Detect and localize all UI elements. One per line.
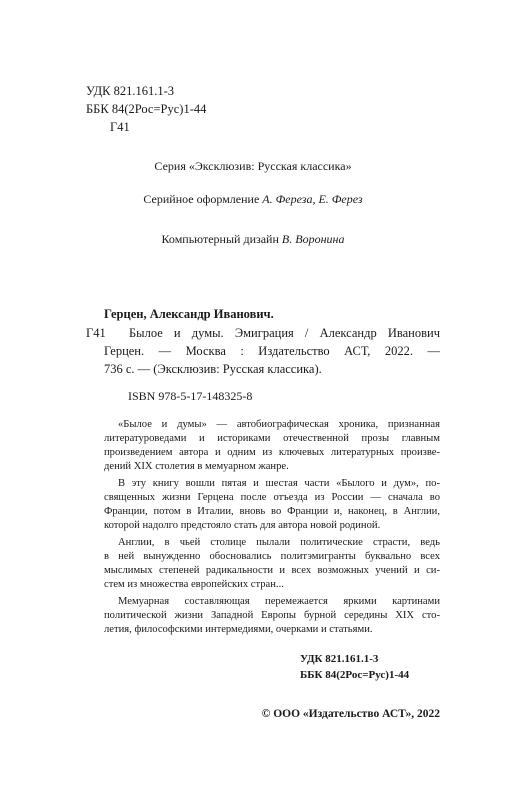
entry-line: Былое и думы. Эмиграция / Александр Иванович bbox=[129, 326, 440, 340]
annotation-line: дений XIX столетия в мемуарном жанре. bbox=[104, 461, 289, 472]
serial-design-credit bbox=[128, 192, 378, 207]
series-title: Серия «Эксклюзив: Русская классика» bbox=[154, 159, 352, 173]
annotation-line: Англии, в чьей столице пылали политические страсти, ведь bbox=[118, 537, 440, 548]
annotation-line: В эту книгу вошли пятая и шестая части «Былого и дум», по- bbox=[118, 478, 440, 489]
annotation-line: мыслимых степеней радикальности и всех возможных учений и си- bbox=[104, 565, 440, 576]
bbk-code: ББК 84(2Рос=Рус)1-44 bbox=[86, 102, 207, 116]
author-mark: Г41 bbox=[110, 120, 130, 134]
computer-design-credit bbox=[128, 232, 378, 247]
serial-design-label: Серийное оформление bbox=[143, 192, 260, 206]
author-heading: Герцен, Александр Иванович. bbox=[104, 307, 274, 321]
annotation-line: Мемуарная составляющая перемежается яркими картинами bbox=[118, 596, 440, 607]
entry-mark: Г41 bbox=[86, 326, 106, 340]
footer-bbk-code: ББК 84(2Рос=Рус)1-44 bbox=[300, 669, 410, 681]
entry-line: Герцен. — Москва : Издательство АСТ, 2022. — bbox=[104, 344, 440, 358]
annotation-line: произведением автора и одним из ключевых литературных произве- bbox=[104, 447, 440, 458]
entry-line: 736 с. — (Эксклюзив: Русская классика). bbox=[104, 362, 322, 376]
copyright-notice: © ООО «Издательство АСТ», 2022 bbox=[261, 708, 440, 720]
footer-udk-code: УДК 821.161.1-3 bbox=[300, 653, 379, 665]
annotation-line: которой надолго предстояло стать для автора новой родиной. bbox=[104, 520, 381, 531]
computer-design-name: В. Воронина bbox=[281, 232, 345, 246]
isbn: ISBN 978-5-17-148325-8 bbox=[128, 389, 253, 403]
annotation-line: летия, философскими интермедиями, очерками и статьями. bbox=[104, 624, 373, 635]
annotation-line: стем из множества европейских стран... bbox=[104, 579, 284, 590]
udk-code: УДК 821.161.1-3 bbox=[86, 84, 174, 98]
annotation-line: политической жизни Западной Европы бурной середины XIX сто- bbox=[104, 610, 440, 621]
annotation-line: священных жизни Герцена после отъезда из России — сначала во bbox=[104, 492, 440, 503]
computer-design-label: Компьютерный дизайн bbox=[161, 232, 279, 246]
serial-design-names: А. Фереза, Е. Ферез bbox=[262, 192, 363, 206]
annotation-line: в ней вынужденно обосновались политэмигранты буквально всех bbox=[104, 551, 440, 562]
annotation-line: литературоведами и историками отечественной прозы главным bbox=[104, 433, 440, 444]
annotation-line: «Былое и думы» — автобиографическая хроника, признанная bbox=[118, 419, 440, 430]
annotation-line: Франции, потом в Италии, вновь во Франции и, наконец, в Англии, bbox=[104, 506, 440, 517]
